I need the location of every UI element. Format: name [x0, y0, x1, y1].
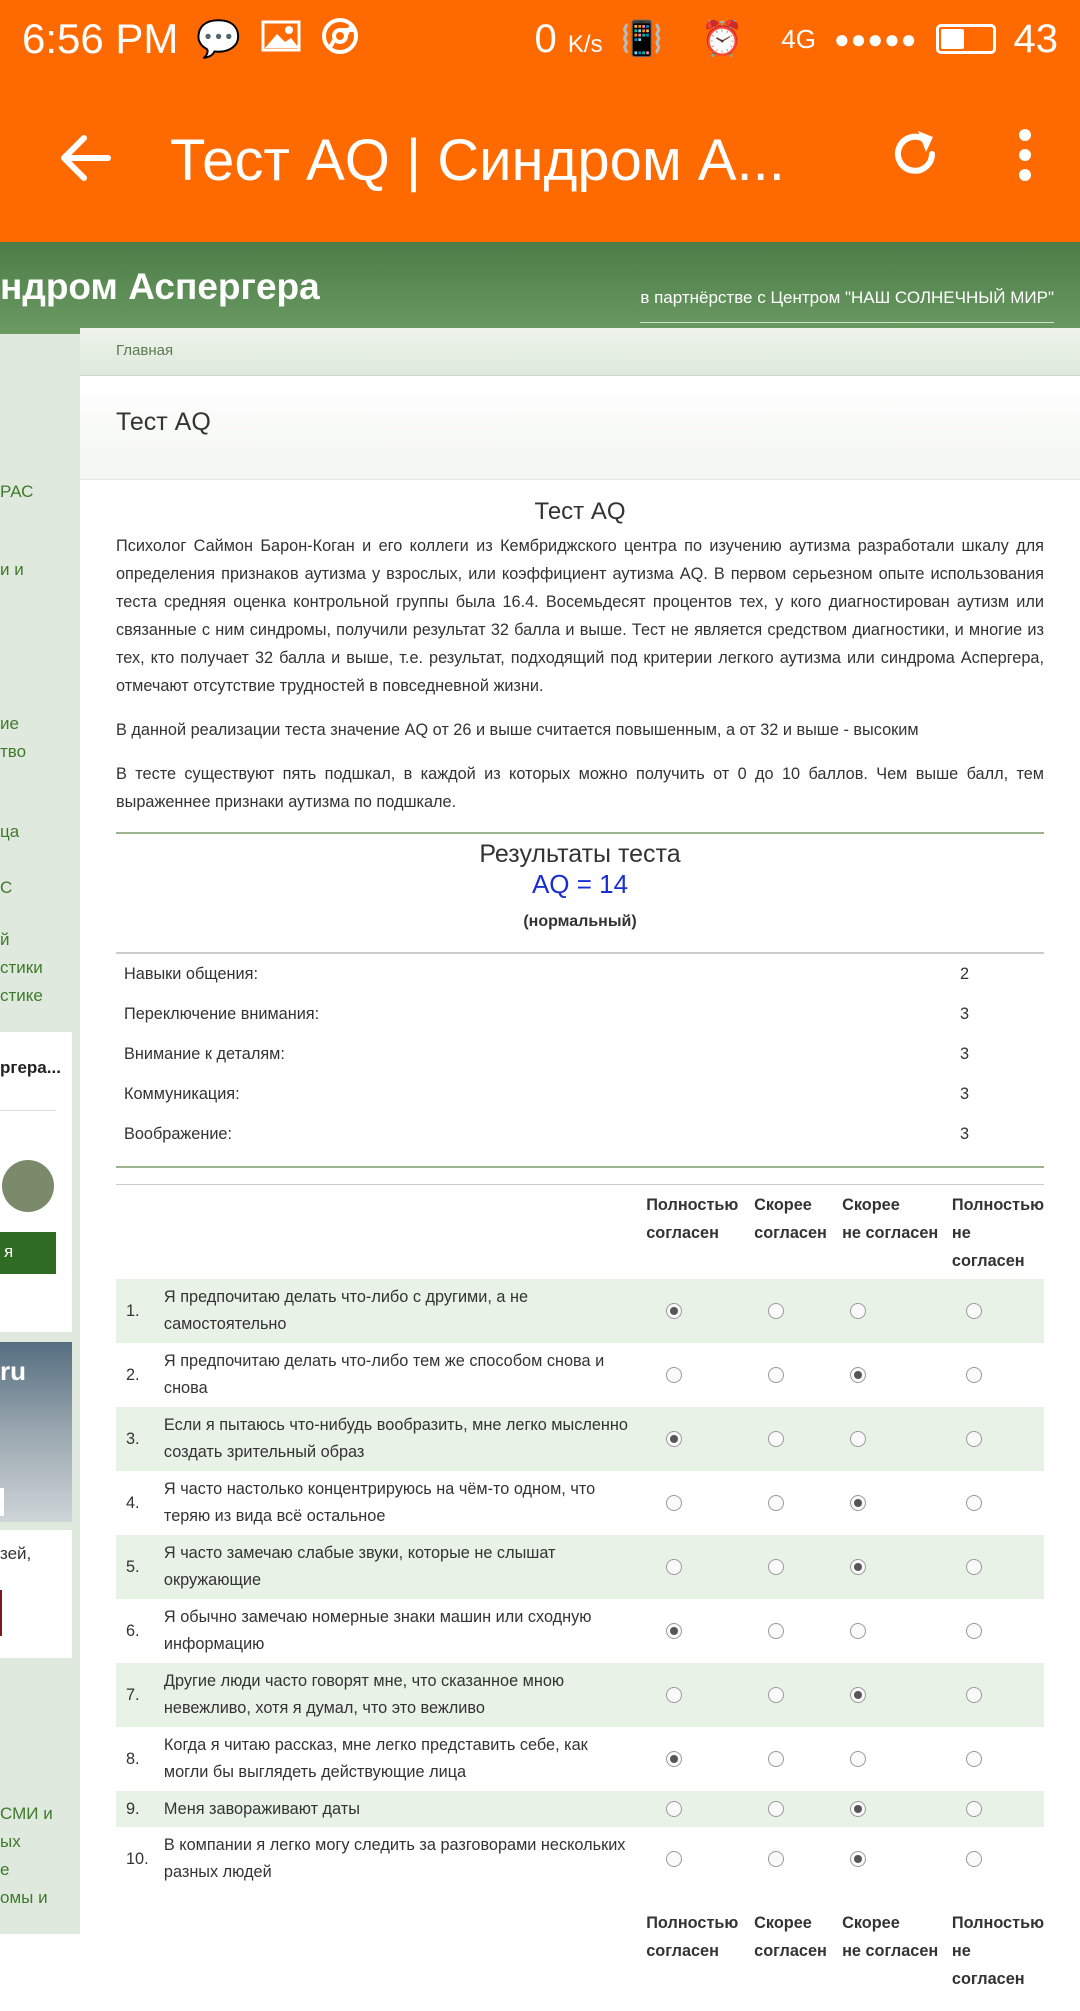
more-vert-icon[interactable]	[970, 126, 1080, 195]
subscale-value: 2	[960, 965, 970, 983]
question-text: Я часто замечаю слабые звуки, которые не слышат окружающие	[163, 1544, 556, 1589]
breadcrumb-home[interactable]: Главная	[116, 342, 174, 359]
question-number: 6.	[126, 1621, 140, 1640]
sidebar-link[interactable]: РАС	[0, 482, 34, 501]
sidebar-link[interactable]: й	[0, 930, 10, 949]
question-text: Я часто настолько концентрируюсь на чём-то одном, что теряю из вида всё остальное	[163, 1480, 596, 1525]
subscale-row	[116, 1074, 1044, 1114]
question-row	[116, 1791, 1044, 1827]
divider	[116, 832, 1044, 834]
sidebar-card-title[interactable]: ргера...	[0, 1058, 61, 1077]
sidebar-link[interactable]: С	[0, 878, 13, 897]
question-text: Другие люди часто говорят мне, что сказанное мною невежливо, хотя я думал, что это вежливо	[163, 1672, 565, 1717]
results-title: Результаты теста	[479, 840, 681, 868]
question-number: 5.	[126, 1557, 140, 1576]
radio-rather-agree[interactable]	[768, 1851, 784, 1867]
back-arrow-icon[interactable]	[0, 128, 170, 192]
subscale-row	[116, 1034, 1044, 1074]
radio-rather-agree[interactable]	[768, 1801, 784, 1817]
status-bar	[0, 0, 1080, 78]
question-row	[116, 1407, 1044, 1471]
question-number: 4.	[126, 1493, 140, 1512]
status-time: 6:56 PM	[22, 15, 179, 62]
question-row	[116, 1471, 1044, 1535]
subscale-table	[116, 952, 1044, 1154]
footer-fully-agree: Полностью согласен	[646, 1914, 739, 1960]
aq-level: (нормальный)	[523, 913, 637, 930]
aq-score: AQ = 14	[531, 869, 629, 899]
radio-rather-disagree[interactable]	[850, 1687, 866, 1703]
page-title: Тест AQ | Синдром А...	[170, 127, 785, 193]
question-number: 8.	[126, 1749, 140, 1768]
reload-icon[interactable]	[860, 126, 970, 195]
radio-rather-disagree[interactable]	[850, 1495, 866, 1511]
sidebar-card	[0, 1032, 72, 1332]
radio-rather-agree[interactable]	[768, 1623, 784, 1639]
banner-text: ru	[0, 1356, 26, 1386]
header-rather-disagree: Скорее не согласен	[842, 1196, 939, 1242]
subscale-value: 3	[960, 1085, 970, 1103]
subscale-row	[116, 953, 1044, 994]
subscale-row	[116, 1114, 1044, 1154]
radio-fully-disagree[interactable]	[966, 1303, 982, 1319]
radio-fully-disagree[interactable]	[966, 1495, 982, 1511]
subscale-label: Внимание к деталям:	[124, 1045, 285, 1063]
question-number: 2.	[126, 1365, 140, 1384]
radio-rather-disagree[interactable]	[850, 1623, 866, 1639]
question-number: 3.	[126, 1429, 140, 1448]
article-paragraph: В тесте существуют пять подшкал, в каждой из которых можно получить от 0 до 10 баллов. Чем выше балл, тем выраженнее признаки аутизма по подшкале.	[116, 765, 1044, 811]
radio-rather-disagree[interactable]	[850, 1851, 866, 1867]
question-row	[116, 1599, 1044, 1663]
image-icon	[261, 20, 301, 58]
radio-rather-agree[interactable]	[768, 1687, 784, 1703]
question-row	[116, 1535, 1044, 1599]
page-heading: Тест AQ	[80, 376, 1080, 480]
radio-fully-disagree[interactable]	[966, 1559, 982, 1575]
radio-rather-agree[interactable]	[768, 1559, 784, 1575]
app-bar	[0, 78, 1080, 242]
question-text: Когда я читаю рассказ, мне легко представить себе, как могли бы выглядеть действующие лица	[163, 1736, 588, 1781]
main-content	[80, 328, 1080, 1988]
question-number: 10.	[126, 1849, 149, 1868]
radio-fully-agree[interactable]	[666, 1495, 682, 1511]
radio-rather-agree[interactable]	[768, 1303, 784, 1319]
header-rather-agree: Скорее согласен	[754, 1196, 827, 1242]
sidebar-card-2: зей,	[0, 1530, 72, 1658]
header-fully-disagree: Полностью не согласен	[951, 1196, 1044, 1270]
radio-rather-disagree[interactable]	[850, 1559, 866, 1575]
question-row	[116, 1663, 1044, 1727]
footer-fully-disagree: Полностью не согласен	[951, 1914, 1044, 1988]
question-row	[116, 1279, 1044, 1343]
article-paragraph: Психолог Саймон Барон-Коган и его коллеги из Кембриджского центра по изучению аутизма разработали шкалу для определения признаков аутизма у взрослых, или коэффициент аутизма AQ. В первом серьезном опыте использования теста средняя оценка контрольной группы была 16.4. Восемьдесят процентов тех, у кого диагностирован аутизм или связанные с ним синдромы, получили результат 32 балла и выше. Тест не является средством диагностики, и многие из тех, кто получает 32 балла и выше, т.е. результат, подходящий под критерии легкого аутизма или синдрома Аспергера, отмечают отсутствие трудностей в повседневной жизни.	[116, 537, 1044, 695]
radio-fully-agree[interactable]	[666, 1623, 682, 1639]
questions-header	[116, 1185, 1044, 1280]
sidebar-link[interactable]: ца	[0, 822, 20, 841]
sidebar-link[interactable]: СМИ и	[0, 1804, 53, 1823]
article	[80, 480, 1080, 2011]
radio-rather-disagree[interactable]	[850, 1303, 866, 1319]
question-text: В компании я легко могу следить за разговорами нескольких разных людей	[163, 1836, 626, 1881]
question-text: Если я пытаюсь что-нибудь вообразить, мне легко мысленно создать зрительный образ	[163, 1416, 628, 1461]
radio-rather-agree[interactable]	[768, 1495, 784, 1511]
avatar	[2, 1160, 54, 1212]
sidebar-button[interactable]: я	[0, 1232, 56, 1274]
radio-fully-disagree[interactable]	[966, 1801, 982, 1817]
radio-rather-disagree[interactable]	[850, 1801, 866, 1817]
radio-fully-disagree[interactable]	[966, 1367, 982, 1383]
radio-fully-disagree[interactable]	[966, 1751, 982, 1767]
radio-fully-agree[interactable]	[666, 1801, 682, 1817]
sidebar	[0, 334, 80, 1934]
sidebar-link[interactable]: е	[0, 1860, 10, 1879]
alarm-icon: ⏰	[700, 20, 744, 58]
sidebar-link[interactable]: ых	[0, 1832, 21, 1851]
radio-fully-agree[interactable]	[666, 1751, 682, 1767]
question-text: Я предпочитаю делать что-либо тем же способом снова и снова	[163, 1352, 605, 1397]
radio-rather-agree[interactable]	[768, 1431, 784, 1447]
article-paragraph: В данной реализации теста значение AQ от 26 и выше считается повышенным, а от 32 и выше - высоким	[116, 721, 919, 739]
site-title[interactable]: ндром Аспергера	[0, 266, 320, 307]
subscale-row	[116, 994, 1044, 1034]
question-text: Меня завораживают даты	[163, 1799, 360, 1818]
sidebar-link[interactable]: тво	[0, 742, 27, 761]
radio-fully-agree[interactable]	[666, 1367, 682, 1383]
sidebar-banner[interactable]	[0, 1342, 72, 1522]
sidebar-link[interactable]: и и	[0, 560, 24, 579]
subscale-label: Коммуникация:	[124, 1085, 240, 1103]
webview	[0, 242, 1080, 1988]
site-header	[0, 242, 1080, 334]
radio-fully-disagree[interactable]	[966, 1687, 982, 1703]
chrome-icon	[321, 17, 359, 61]
question-number: 1.	[126, 1301, 140, 1320]
subscale-label: Воображение:	[124, 1125, 233, 1143]
battery-level: 43	[1013, 16, 1058, 61]
radio-fully-disagree[interactable]	[966, 1851, 982, 1867]
network-type: 4G	[781, 23, 816, 54]
sidebar-link[interactable]: омы и	[0, 1888, 48, 1907]
radio-fully-disagree[interactable]	[966, 1431, 982, 1447]
article-title: Тест AQ	[534, 498, 626, 525]
battery-icon	[936, 24, 996, 54]
footer-rather-disagree: Скорее не согласен	[842, 1914, 939, 1960]
question-text: Я предпочитаю делать что-либо с другими, а не самостоятельно	[163, 1288, 528, 1333]
question-number: 7.	[126, 1685, 140, 1704]
header-fully-agree: Полностью согласен	[646, 1196, 739, 1242]
radio-rather-agree[interactable]	[768, 1367, 784, 1383]
subscale-label: Навыки общения:	[124, 965, 258, 983]
sidebar-link[interactable]: ие	[0, 714, 19, 733]
question-row	[116, 1727, 1044, 1791]
radio-rather-disagree[interactable]	[850, 1751, 866, 1767]
question-row	[116, 1343, 1044, 1407]
footer-rather-agree: Скорее согласен	[754, 1914, 827, 1960]
questions-footer	[116, 1891, 1044, 1997]
radio-fully-disagree[interactable]	[966, 1623, 982, 1639]
breadcrumb	[80, 328, 1080, 376]
partner-text: в партнёрстве с Центром "НАШ СОЛНЕЧНЫЙ МИР"	[640, 288, 1054, 323]
radio-fully-agree[interactable]	[666, 1559, 682, 1575]
radio-fully-agree[interactable]	[666, 1851, 682, 1867]
question-text: Я обычно замечаю номерные знаки машин или сходную информацию	[163, 1608, 592, 1653]
subscale-value: 3	[960, 1045, 970, 1063]
signal-dots: ●●●●●	[833, 23, 918, 54]
radio-fully-agree[interactable]	[666, 1687, 682, 1703]
sidebar-link[interactable]: стики	[0, 958, 43, 977]
vibrate-icon: 📳	[620, 20, 663, 58]
question-number: 9.	[126, 1799, 140, 1818]
chat-icon: 💬	[196, 18, 242, 59]
radio-rather-agree[interactable]	[768, 1751, 784, 1767]
questions-table	[116, 1184, 1044, 1997]
sidebar-link[interactable]: стике	[0, 986, 43, 1005]
net-speed: 0 K/s	[534, 16, 603, 61]
question-row	[116, 1827, 1044, 1891]
divider	[116, 1166, 1044, 1168]
radio-rather-disagree[interactable]	[850, 1367, 866, 1383]
subscale-label: Переключение внимания:	[124, 1005, 320, 1023]
radio-fully-agree[interactable]	[666, 1303, 682, 1319]
radio-fully-agree[interactable]	[666, 1431, 682, 1447]
radio-rather-disagree[interactable]	[850, 1431, 866, 1447]
subscale-value: 3	[960, 1005, 970, 1023]
subscale-value: 3	[960, 1125, 970, 1143]
